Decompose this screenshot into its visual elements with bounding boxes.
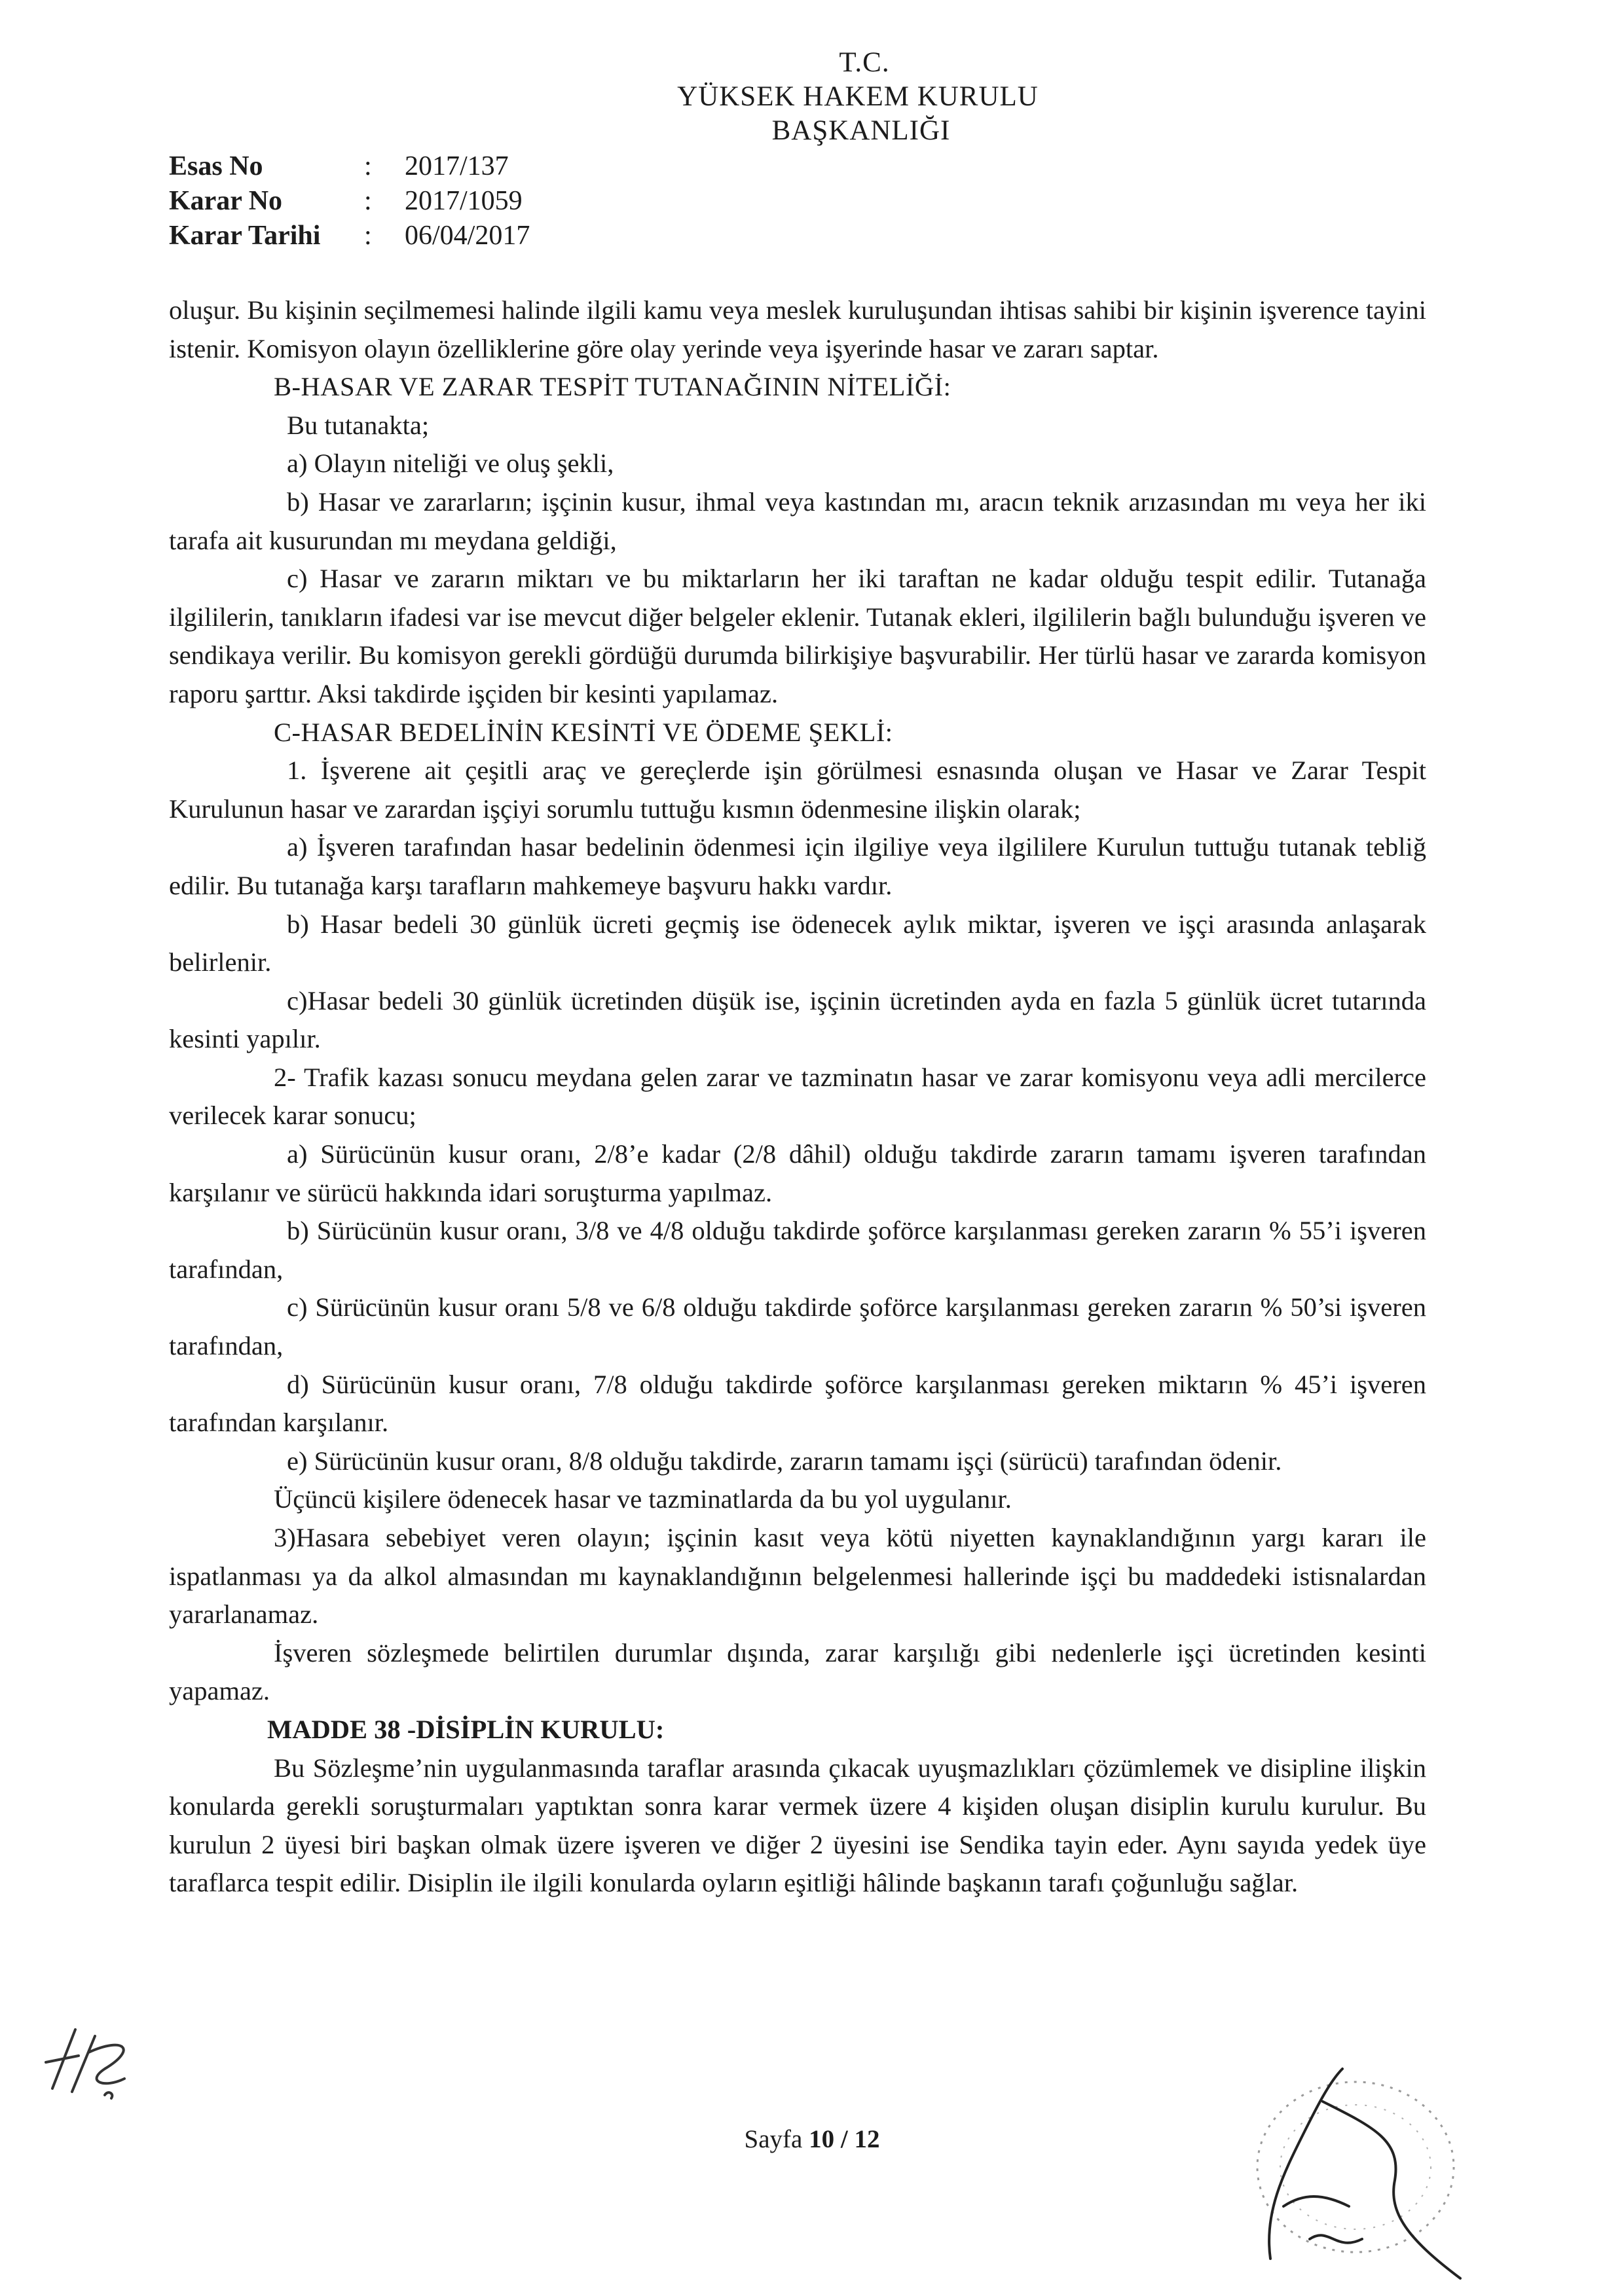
list-item: a) İşveren tarafından hasar bedelinin ödenmesi için ilgiliye veya ilgililere Kurulun tuttuğu tutanak tebliğ edilir. Bu tutanağa karşı tarafların mahkemeye başvuru hakkı vardır.	[169, 832, 1426, 900]
paragraph: oluşur. Bu kişinin seçilmemesi halinde ilgili kamu veya meslek kuruluşundan ihtisas sahibi bir kişinin işverence tayini istenir. Komisyon olayın özelliklerine göre olay yerinde veya işyerinde hasar ve zararı saptar.	[169, 295, 1426, 363]
tarih-label: Karar Tarihi	[169, 221, 321, 251]
header-institution: YÜKSEK HAKEM KURULU	[677, 81, 1039, 112]
list-item: b) Hasar ve zararların; işçinin kusur, ihmal veya kastından mı, aracın teknik arızasından mı veya her iki tarafa ait kusurundan mı meydana geldiği,	[169, 486, 1426, 555]
paragraph: Bu tutanakta;	[287, 410, 430, 440]
paragraph: Bu Sözleşme’nin uygulanmasında taraflar arasında çıkacak uyuşmazlıkları çözümlemek ve disipline ilişkin konularda gerekli soruşturmaları yaptıktan sonra karar vermek üzere 4 kişiden oluşan disiplin kurulu kurulur. Bu kurulun 2 üyesi biri başkan olmak üzere işveren ve diğer 2 üyesini ise Sendika tayin eder. Aynı sayıda yedek üye taraflarca tespit edilir. Disiplin ile ilgili konularda oyların eşitliği hâlinde başkanın tarafı çoğunluğu sağlar.	[169, 1753, 1426, 1898]
paragraph: 1. İşverene ait çeşitli araç ve gereçlerde işin görülmesi esnasında oluşan ve Hasar ve Zarar Tespit Kurulunun hasar ve zarardan işçiyi sorumlu tuttuğu kısmın ödenmesine ilişkin olarak;	[169, 756, 1426, 824]
tarih-separator: :	[364, 221, 372, 251]
page-separator: /	[840, 2125, 848, 2153]
list-item: b) Hasar bedeli 30 günlük ücreti geçmiş ise ödenecek aylık miktar, işveren ve işçi arasında anlaşarak belirlenir.	[169, 909, 1426, 977]
tarih-row	[169, 219, 530, 253]
header-department: BAŞKANLIĞI	[771, 115, 951, 146]
document-body	[169, 291, 1426, 1903]
list-item: b) Sürücünün kusur oranı, 3/8 ve 4/8 olduğu takdirde şoförce karşılanması gereken zararın % 55’i işveren tarafından,	[169, 1216, 1426, 1284]
tarih-value: 06/04/2017	[405, 221, 530, 251]
page-current: 10	[809, 2125, 835, 2153]
section-heading-c: C-HASAR BEDELİNİN KESİNTİ VE ÖDEME ŞEKLİ:	[274, 717, 893, 747]
list-item: c) Sürücünün kusur oranı 5/8 ve 6/8 olduğu takdirde şoförce karşılanması gereken zararın % 50’si işveren tarafından,	[169, 1292, 1426, 1361]
karar-label: Karar No	[169, 186, 283, 216]
case-meta	[169, 149, 530, 253]
esas-value: 2017/137	[405, 151, 509, 181]
list-item: a) Sürücünün kusur oranı, 2/8’e kadar (2/8 dâhil) olduğu takdirde zararın tamamı işveren tarafından karşılanır ve sürücü hakkında idari soruşturma yapılmaz.	[169, 1139, 1426, 1207]
paragraph: 2- Trafik kazası sonucu meydana gelen zarar ve tazminatın hasar ve zarar komisyonu veya adli mercilerce verilecek karar sonucu;	[169, 1062, 1426, 1131]
section-heading-b: B-HASAR VE ZARAR TESPİT TUTANAĞININ NİTELİĞİ:	[274, 372, 951, 402]
list-item: a) Olayın niteliği ve oluş şekli,	[287, 448, 614, 479]
stamp-signature	[1244, 2043, 1506, 2291]
list-item: e) Sürücünün kusur oranı, 8/8 olduğu takdirde, zararın tamamı işçi (sürücü) tarafından ödenir.	[287, 1446, 1282, 1476]
list-item: c) Hasar ve zararın miktarı ve bu miktarların her iki taraftan ne kadar olduğu tespit edilir. Tutanağa ilgililerin, tanıkların ifadesi var ise mevcut diğer belgeler eklenir. Tutanak ekleri, ilgililerin bağlı bulunduğu işveren ve sendikaya verilir. Bu komisyon gerekli gördüğü durumda bilirkişiye başvurabilir. Her türlü hasar ve zararda komisyon raporu şarttır. Aksi takdirde işçiden bir kesinti yapılamaz.	[169, 564, 1426, 708]
page-total: 12	[854, 2125, 880, 2153]
paragraph: 3)Hasara sebebiyet veren olayın; işçinin kasıt veya kötü niyetten kaynaklandığının yargı kararı ile ispatlanması ya da alkol almasından mı kaynaklandığının belgelenmesi hallerinde işçi bu maddedeki istisnalardan yararlanamaz.	[169, 1523, 1426, 1630]
page-word: Sayfa	[744, 2125, 803, 2153]
article-heading: MADDE 38 -DİSİPLİN KURULU:	[267, 1714, 665, 1744]
karar-value: 2017/1059	[405, 186, 523, 216]
list-item: c)Hasar bedeli 30 günlük ücretinden düşük ise, işçinin ücretinden ayda en fazla 5 günlük ücret tutarında kesinti yapılır.	[169, 985, 1426, 1054]
page-footer	[0, 2124, 1624, 2154]
esas-separator: :	[364, 151, 372, 181]
karar-row	[169, 184, 530, 219]
initials-signature	[26, 2016, 151, 2115]
paragraph: Üçüncü kişilere ödenecek hasar ve tazminatlarda da bu yol uygulanır.	[274, 1484, 1012, 1514]
esas-row	[169, 149, 530, 184]
list-item: d) Sürücünün kusur oranı, 7/8 olduğu takdirde şoförce karşılanması gereken miktarın % 45’i işveren tarafından karşılanır.	[169, 1369, 1426, 1438]
esas-label: Esas No	[169, 151, 263, 181]
document-header	[0, 46, 1624, 148]
karar-separator: :	[364, 186, 372, 216]
header-tc: T.C.	[839, 47, 890, 78]
paragraph: İşveren sözleşmede belirtilen durumlar dışında, zarar karşılığı gibi nedenlerle işçi ücretinden kesinti yapamaz.	[169, 1637, 1426, 1706]
